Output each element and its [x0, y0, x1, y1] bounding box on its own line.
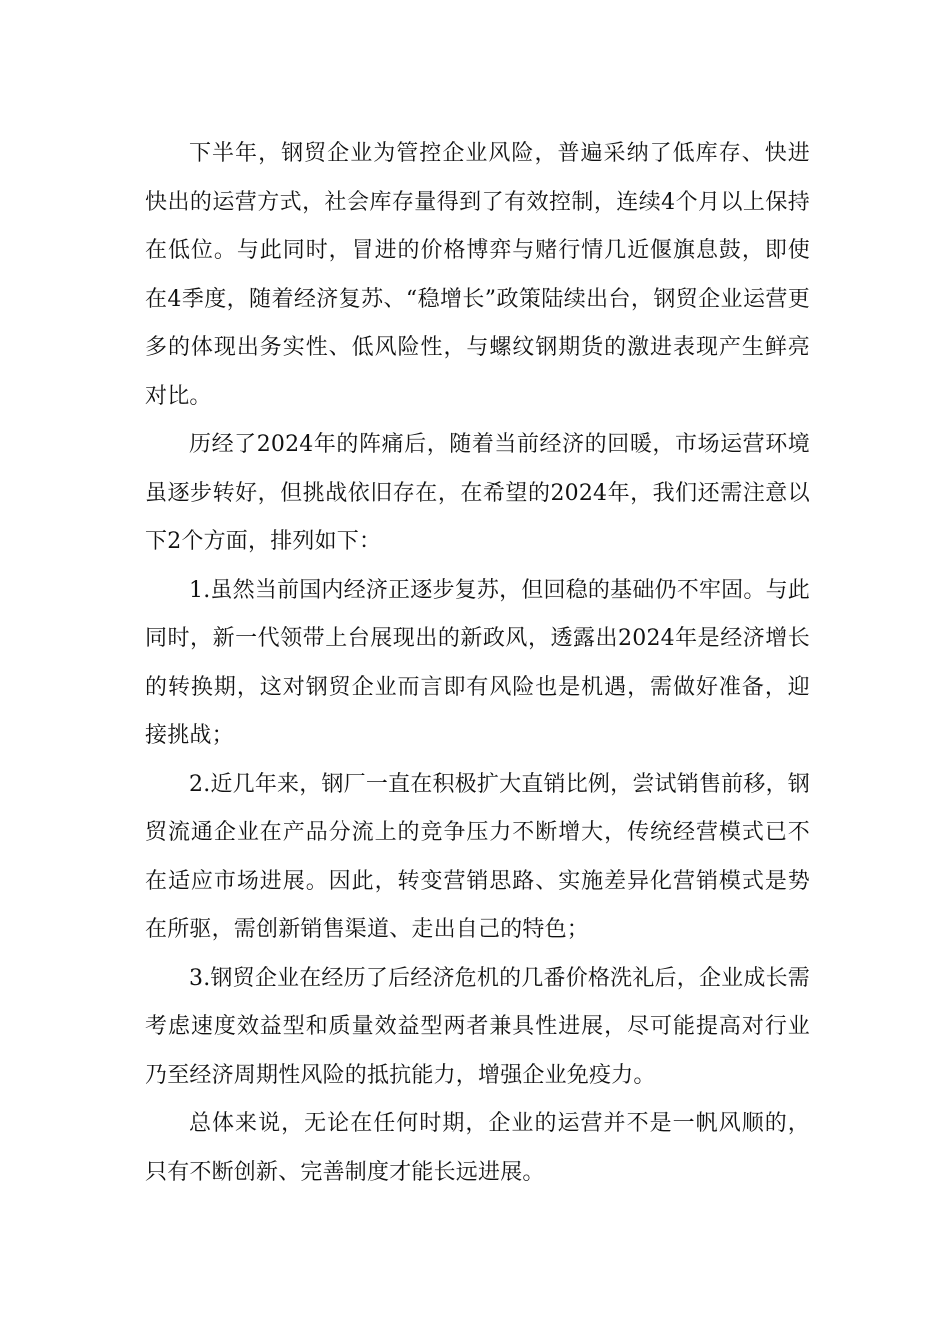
paragraph-challenges-intro: 历经了2024年的阵痛后，随着当前经济的回暖，市场运营环境虽逐步转好，但挑战依旧存在，在希望的2024年，我们还需注意以下2个方面，排列如下：: [145, 432, 810, 554]
paragraph-point-3: 3.钢贸企业在经历了后经济危机的几番价格洗礼后，企业成长需考虑速度效益型和质量效益型两者兼具性进展，尽可能提高对行业乃至经济周期性风险的抵抗能力，增强企业免疫力。: [145, 965, 810, 1088]
paragraph-point-1: 1.虽然当前国内经济正逐步复苏，但回稳的基础仍不牢固。与此同时，新一代领带上台展现出的新政风，透露出2024年是经济增长的转换期，这对钢贸企业而言即有风险也是机遇，需做好准备，迎接挑战；: [145, 577, 810, 748]
paragraph-inventory-control: 下半年，钢贸企业为管控企业风险，普遍采纳了低库存、快进快出的运营方式，社会库存量得到了有效控制，连续4个月以上保持在低位。与此同时，冒进的价格博弈与赌行情几近偃旗息鼓，即使在4季度，随着经济复苏、“稳增长”政策陆续出台，钢贸企业运营更多的体现出务实性、低风险性，与螺纹钢期货的激进表现产生鲜亮对比。: [145, 141, 810, 409]
paragraph-point-2: 2.近几年来，钢厂一直在积极扩大直销比例，尝试销售前移，钢贸流通企业在产品分流上的竞争压力不断增大，传统经营模式已不在适应市场进展。因此，转变营销思路、实施差异化营销模式是势在所驱，需创新销售渠道、走出自己的特色；: [145, 771, 810, 942]
document-body: [145, 130, 810, 1197]
paragraph-conclusion: 总体来说，无论在任何时期，企业的运营并不是一帆风顺的，只有不断创新、完善制度才能长远进展。: [145, 1111, 810, 1185]
